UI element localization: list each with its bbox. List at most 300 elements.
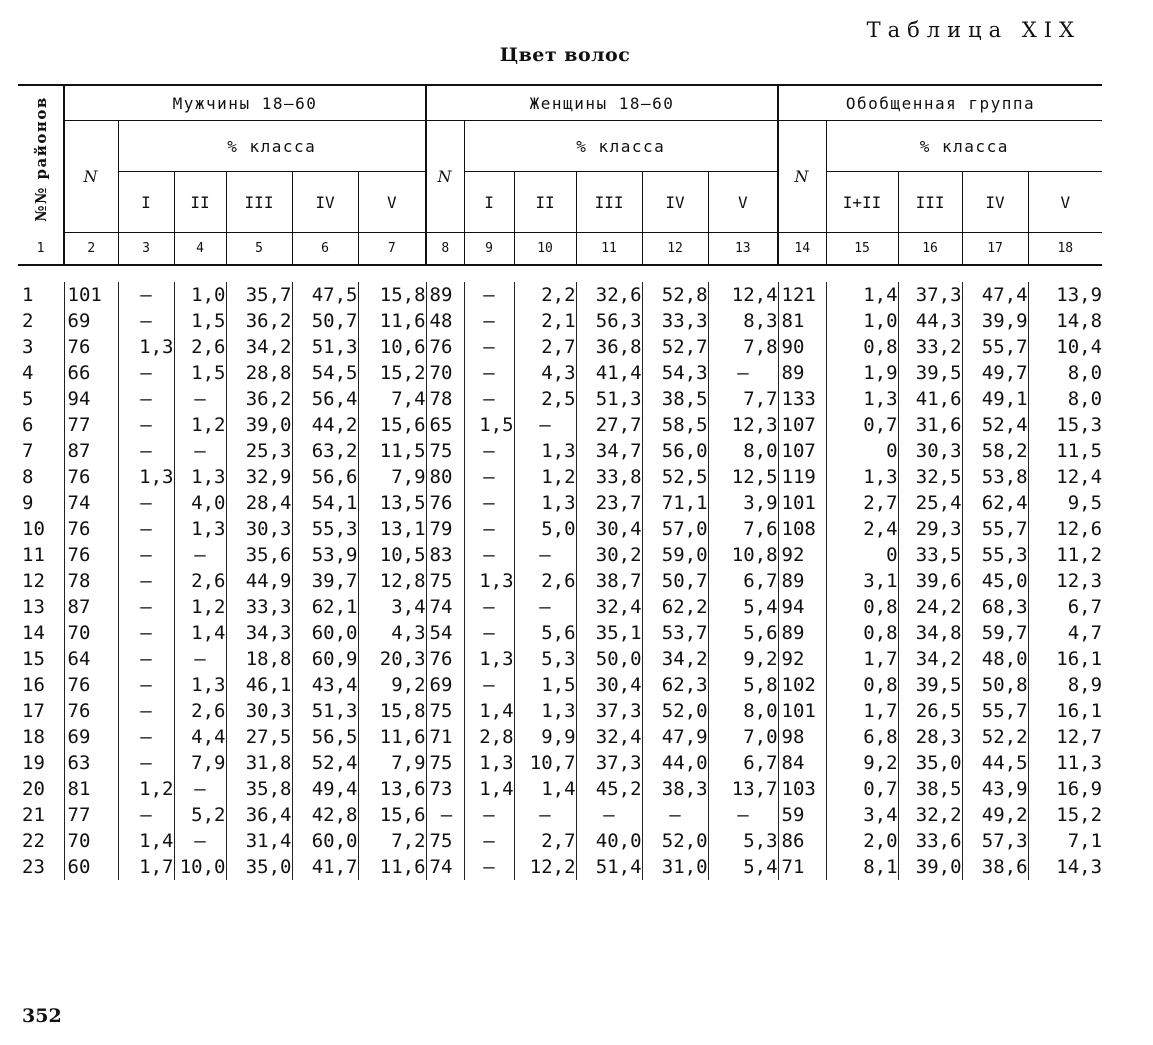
table-row [18, 464, 1102, 490]
class-header: I+II [826, 172, 898, 233]
table-cell: 51,3 [292, 698, 358, 724]
table-cell: 38,6 [962, 854, 1028, 880]
table-cell: 6,7 [708, 568, 778, 594]
table-cell: 52,5 [642, 464, 708, 490]
table-cell: 64 [64, 646, 118, 672]
table-cell: 48,0 [962, 646, 1028, 672]
table-cell: 11,5 [1028, 438, 1102, 464]
n-header-total: N [778, 121, 826, 233]
table-cell: 5,8 [708, 672, 778, 698]
table-row [18, 308, 1102, 334]
district-number: 6 [22, 414, 34, 436]
table-cell: 9,9 [514, 724, 576, 750]
table-cell: — [514, 412, 576, 438]
table-cell: 35,8 [226, 776, 292, 802]
district-number: 1 [22, 284, 34, 306]
class-header: IV [962, 172, 1028, 233]
table-cell: 48 [426, 308, 464, 334]
table-cell: 1,3 [464, 750, 514, 776]
table-cell: 39,5 [898, 672, 962, 698]
table-cell: 0,8 [826, 620, 898, 646]
district-number: 16 [22, 674, 45, 696]
district-number: 10 [22, 518, 45, 540]
table-cell: 28,4 [226, 490, 292, 516]
table-cell: 41,6 [898, 386, 962, 412]
table-cell: 33,8 [576, 464, 642, 490]
table-cell: 12,4 [708, 282, 778, 308]
table-cell: 55,3 [962, 542, 1028, 568]
table-cell: 107 [778, 412, 826, 438]
table-cell: 3,4 [358, 594, 426, 620]
table-cell: 89 [778, 568, 826, 594]
table-cell: 35,0 [226, 854, 292, 880]
table-cell: 62,1 [292, 594, 358, 620]
column-number: 11 [576, 233, 642, 266]
table-cell: 1,2 [118, 776, 174, 802]
table-cell: 33,5 [898, 542, 962, 568]
table-cell: 7,4 [358, 386, 426, 412]
table-cell: 29,3 [898, 516, 962, 542]
table-cell: 65 [426, 412, 464, 438]
table-cell: 49,1 [962, 386, 1028, 412]
table-cell: 30,2 [576, 542, 642, 568]
table-cell: 1,7 [826, 698, 898, 724]
table-row [18, 828, 1102, 854]
table-row [18, 490, 1102, 516]
class-header: II [174, 172, 226, 233]
table-cell: 74 [426, 854, 464, 880]
table-cell: 76 [426, 646, 464, 672]
table-cell: 0,7 [826, 776, 898, 802]
table-cell: 33,2 [898, 334, 962, 360]
table-cell: — [118, 620, 174, 646]
table-cell: — [118, 386, 174, 412]
table-cell: 69 [64, 724, 118, 750]
table-cell: 86 [778, 828, 826, 854]
table-cell: 13,5 [358, 490, 426, 516]
table-cell: 35,0 [898, 750, 962, 776]
table-cell: 1,3 [118, 464, 174, 490]
table-cell: 1,5 [464, 412, 514, 438]
table-cell: 0,7 [826, 412, 898, 438]
table-cell: 69 [426, 672, 464, 698]
district-number: 8 [22, 466, 34, 488]
table-cell: 23,7 [576, 490, 642, 516]
table-cell: 27,5 [226, 724, 292, 750]
table-cell: — [174, 438, 226, 464]
table-cell: 57,0 [642, 516, 708, 542]
table-cell: 59 [778, 802, 826, 828]
table-cell: 83 [426, 542, 464, 568]
table-cell: 92 [778, 542, 826, 568]
table-cell: 45,0 [962, 568, 1028, 594]
table-cell: — [174, 828, 226, 854]
table-cell: 6,8 [826, 724, 898, 750]
table-cell: 75 [426, 698, 464, 724]
stub-label: №№ районов [31, 96, 50, 223]
table-cell: 39,6 [898, 568, 962, 594]
table-cell: 1,4 [514, 776, 576, 802]
table-cell: 56,6 [292, 464, 358, 490]
table-cell: — [174, 386, 226, 412]
table-cell: 34,2 [898, 646, 962, 672]
table-cell: 25,3 [226, 438, 292, 464]
table-cell: 81 [778, 308, 826, 334]
table-cell: 56,5 [292, 724, 358, 750]
table-cell: 2,6 [174, 698, 226, 724]
table-cell: 44,0 [642, 750, 708, 776]
table-cell: — [464, 672, 514, 698]
table-cell: 50,7 [292, 308, 358, 334]
table-cell: 76 [64, 698, 118, 724]
table-cell: 55,3 [292, 516, 358, 542]
table-cell: 55,7 [962, 516, 1028, 542]
table-cell: 30,4 [576, 516, 642, 542]
table-cell: 36,8 [576, 334, 642, 360]
table-cell: 87 [64, 594, 118, 620]
table-cell: 39,0 [226, 412, 292, 438]
table-cell: — [514, 594, 576, 620]
table-cell: 76 [64, 672, 118, 698]
table-cell: 4,4 [174, 724, 226, 750]
table-cell: — [118, 724, 174, 750]
table-cell: 32,5 [898, 464, 962, 490]
table-cell: 54,5 [292, 360, 358, 386]
table-cell: 16,1 [1028, 698, 1102, 724]
table-cell: 1,4 [826, 282, 898, 308]
table-cell: — [464, 334, 514, 360]
table-cell: 74 [426, 594, 464, 620]
table-cell: 4,3 [358, 620, 426, 646]
table-cell: — [174, 542, 226, 568]
table-cell: 7,9 [358, 464, 426, 490]
table-cell: 35,6 [226, 542, 292, 568]
table-cell: 13,9 [1028, 282, 1102, 308]
table-cell: 62,3 [642, 672, 708, 698]
table-cell: 60,9 [292, 646, 358, 672]
table-cell: — [464, 828, 514, 854]
table-cell: 1,4 [464, 698, 514, 724]
page-number: 352 [22, 1005, 62, 1027]
table-row [18, 542, 1102, 568]
table-cell: 5,4 [708, 854, 778, 880]
table-title: Цвет волос [499, 44, 631, 66]
district-number: 14 [22, 622, 45, 644]
class-header: I [464, 172, 514, 233]
table-cell: 15,6 [358, 802, 426, 828]
table-cell: 34,2 [642, 646, 708, 672]
column-number: 17 [962, 233, 1028, 266]
table-cell: 47,9 [642, 724, 708, 750]
table-cell: 11,2 [1028, 542, 1102, 568]
table-cell: 6,7 [708, 750, 778, 776]
table-cell: 80 [426, 464, 464, 490]
table-cell: 31,6 [898, 412, 962, 438]
column-number: 6 [292, 233, 358, 266]
table-cell: — [118, 308, 174, 334]
table-cell: 15,6 [358, 412, 426, 438]
table-cell: 62,2 [642, 594, 708, 620]
table-cell: 1,7 [118, 854, 174, 880]
table-cell: 101 [778, 698, 826, 724]
table-cell: 2,6 [174, 334, 226, 360]
table-cell: 32,4 [576, 594, 642, 620]
table-cell: — [118, 802, 174, 828]
table-cell: 94 [64, 386, 118, 412]
table-cell: 42,8 [292, 802, 358, 828]
table-cell: 2,8 [464, 724, 514, 750]
subgroup-total-header: % класса [826, 121, 1102, 172]
table-cell: 46,1 [226, 672, 292, 698]
table-row [18, 412, 1102, 438]
table-cell: — [118, 568, 174, 594]
table-cell: 73 [426, 776, 464, 802]
table-cell: — [514, 542, 576, 568]
table-cell: 3,1 [826, 568, 898, 594]
table-row [18, 282, 1102, 308]
table-cell: — [464, 516, 514, 542]
table-cell: — [464, 464, 514, 490]
table-cell: 30,3 [898, 438, 962, 464]
table-cell: 37,3 [576, 750, 642, 776]
table-cell: 39,7 [292, 568, 358, 594]
table-cell: — [642, 802, 708, 828]
table-cell: 28,3 [898, 724, 962, 750]
table-cell: 12,6 [1028, 516, 1102, 542]
table-cell: — [118, 646, 174, 672]
table-cell: 76 [426, 490, 464, 516]
table-cell: 56,3 [576, 308, 642, 334]
table-cell: 33,6 [898, 828, 962, 854]
table-cell: 133 [778, 386, 826, 412]
table-cell: — [464, 360, 514, 386]
table-cell: 1,3 [174, 516, 226, 542]
table-cell: 4,7 [1028, 620, 1102, 646]
table-cell: 87 [64, 438, 118, 464]
table-cell: 35,1 [576, 620, 642, 646]
table-cell: 0,8 [826, 672, 898, 698]
table-cell: 76 [64, 542, 118, 568]
table-cell: 2,0 [826, 828, 898, 854]
table-cell: 32,2 [898, 802, 962, 828]
table-row [18, 724, 1102, 750]
class-header: II [514, 172, 576, 233]
class-header: III [226, 172, 292, 233]
table-cell: 15,2 [1028, 802, 1102, 828]
table-cell: 7,9 [358, 750, 426, 776]
table-cell: 0,8 [826, 594, 898, 620]
table-cell: 75 [426, 438, 464, 464]
table-cell: 1,3 [514, 698, 576, 724]
table-cell: 49,2 [962, 802, 1028, 828]
district-number: 4 [22, 362, 34, 384]
table-cell: 47,4 [962, 282, 1028, 308]
table-cell: 34,8 [898, 620, 962, 646]
table-cell: 50,0 [576, 646, 642, 672]
table-cell: 9,2 [708, 646, 778, 672]
table-cell: 49,4 [292, 776, 358, 802]
table-cell: 1,3 [118, 334, 174, 360]
table-cell: 2,5 [514, 386, 576, 412]
table-cell: 52,0 [642, 828, 708, 854]
table-cell: 5,4 [708, 594, 778, 620]
table-cell: 63,2 [292, 438, 358, 464]
n-header-women: N [426, 121, 464, 233]
table-cell: 10,5 [358, 542, 426, 568]
table-cell: 60,0 [292, 620, 358, 646]
table-cell: 25,4 [898, 490, 962, 516]
column-number: 5 [226, 233, 292, 266]
table-cell: — [464, 490, 514, 516]
table-cell: — [174, 776, 226, 802]
table-cell: 1,3 [514, 438, 576, 464]
table-cell: 56,0 [642, 438, 708, 464]
class-header: III [898, 172, 962, 233]
table-cell: 31,4 [226, 828, 292, 854]
table-cell: 30,3 [226, 516, 292, 542]
table-cell: 63 [64, 750, 118, 776]
table-cell: 51,3 [292, 334, 358, 360]
table-cell: 1,2 [174, 594, 226, 620]
table-cell: 5,0 [514, 516, 576, 542]
table-cell: 70 [64, 620, 118, 646]
table-cell: 1,0 [826, 308, 898, 334]
table-cell: 101 [778, 490, 826, 516]
table-cell: 7,1 [1028, 828, 1102, 854]
table-cell: 12,3 [708, 412, 778, 438]
table-cell: 20,3 [358, 646, 426, 672]
subgroup-women-header: % класса [464, 121, 778, 172]
table-cell: 15,8 [358, 282, 426, 308]
table-cell: 11,5 [358, 438, 426, 464]
table-cell: 53,8 [962, 464, 1028, 490]
table-cell: 52,2 [962, 724, 1028, 750]
table-cell: 38,3 [642, 776, 708, 802]
table-cell: 89 [778, 620, 826, 646]
table-cell: 70 [426, 360, 464, 386]
group-women-header: Женщины 18—60 [426, 85, 778, 121]
table-cell: — [464, 542, 514, 568]
table-label: Таблица XIX [866, 18, 1081, 42]
district-number: 2 [22, 310, 34, 332]
table-cell: — [464, 802, 514, 828]
table-cell: 13,6 [358, 776, 426, 802]
class-header: IV [642, 172, 708, 233]
column-number: 2 [64, 233, 118, 266]
table-cell: 12,4 [1028, 464, 1102, 490]
table-cell: 50,8 [962, 672, 1028, 698]
table-row [18, 750, 1102, 776]
table-cell: 54 [426, 620, 464, 646]
table-cell: — [464, 438, 514, 464]
table-cell: 1,4 [118, 828, 174, 854]
table-cell: — [576, 802, 642, 828]
table-cell: 53,9 [292, 542, 358, 568]
table-cell: 11,6 [358, 724, 426, 750]
table-cell: 43,4 [292, 672, 358, 698]
table-cell: — [464, 282, 514, 308]
table-cell: 7,6 [708, 516, 778, 542]
table-cell: 103 [778, 776, 826, 802]
district-number: 7 [22, 440, 34, 462]
table-cell: 34,7 [576, 438, 642, 464]
table-cell: 35,7 [226, 282, 292, 308]
table-cell: 2,7 [514, 334, 576, 360]
table-cell: 28,8 [226, 360, 292, 386]
table-cell: 1,9 [826, 360, 898, 386]
column-number: 7 [358, 233, 426, 266]
district-number: 5 [22, 388, 34, 410]
table-cell: 12,8 [358, 568, 426, 594]
column-number: 12 [642, 233, 708, 266]
table-cell: 121 [778, 282, 826, 308]
table-cell: 59,0 [642, 542, 708, 568]
column-number: 1 [18, 233, 64, 266]
table-cell: 60 [64, 854, 118, 880]
district-number: 23 [22, 856, 45, 878]
stub-header [18, 85, 64, 233]
table-cell: — [514, 802, 576, 828]
table-cell: 92 [778, 646, 826, 672]
table-cell: 1,2 [174, 412, 226, 438]
district-number: 11 [22, 544, 45, 566]
table-cell: — [464, 308, 514, 334]
class-header: IV [292, 172, 358, 233]
table-cell: 71,1 [642, 490, 708, 516]
district-number: 18 [22, 726, 45, 748]
column-number: 18 [1028, 233, 1102, 266]
table-cell: — [708, 802, 778, 828]
table-cell: — [118, 750, 174, 776]
table-cell: 69 [64, 308, 118, 334]
column-number: 10 [514, 233, 576, 266]
group-total-header: Обобщенная группа [778, 85, 1102, 121]
table-cell: — [464, 620, 514, 646]
table-cell: 52,0 [642, 698, 708, 724]
table-cell: 5,3 [708, 828, 778, 854]
table-cell: 13,1 [358, 516, 426, 542]
table-cell: 74 [64, 490, 118, 516]
table-cell: 5,2 [174, 802, 226, 828]
table-cell: 7,2 [358, 828, 426, 854]
table-cell: 18,8 [226, 646, 292, 672]
table-cell: 70 [64, 828, 118, 854]
table-cell: 75 [426, 828, 464, 854]
table-cell: 1,2 [514, 464, 576, 490]
table-cell: 44,5 [962, 750, 1028, 776]
table-cell: — [118, 672, 174, 698]
table-cell: — [118, 438, 174, 464]
table-cell: 45,2 [576, 776, 642, 802]
table-cell: 2,4 [826, 516, 898, 542]
table-cell: 1,3 [174, 464, 226, 490]
table-cell: 66 [64, 360, 118, 386]
table-cell: 1,3 [464, 568, 514, 594]
table-cell: 76 [64, 464, 118, 490]
table-cell: — [118, 542, 174, 568]
table-cell: 7,9 [174, 750, 226, 776]
table-cell: 16,9 [1028, 776, 1102, 802]
table-row [18, 438, 1102, 464]
class-header: V [358, 172, 426, 233]
table-cell: 44,2 [292, 412, 358, 438]
table-cell: 75 [426, 750, 464, 776]
table-cell: 8,1 [826, 854, 898, 880]
table-cell: 79 [426, 516, 464, 542]
table-cell: 10,7 [514, 750, 576, 776]
table-cell: — [118, 360, 174, 386]
table-cell: 98 [778, 724, 826, 750]
